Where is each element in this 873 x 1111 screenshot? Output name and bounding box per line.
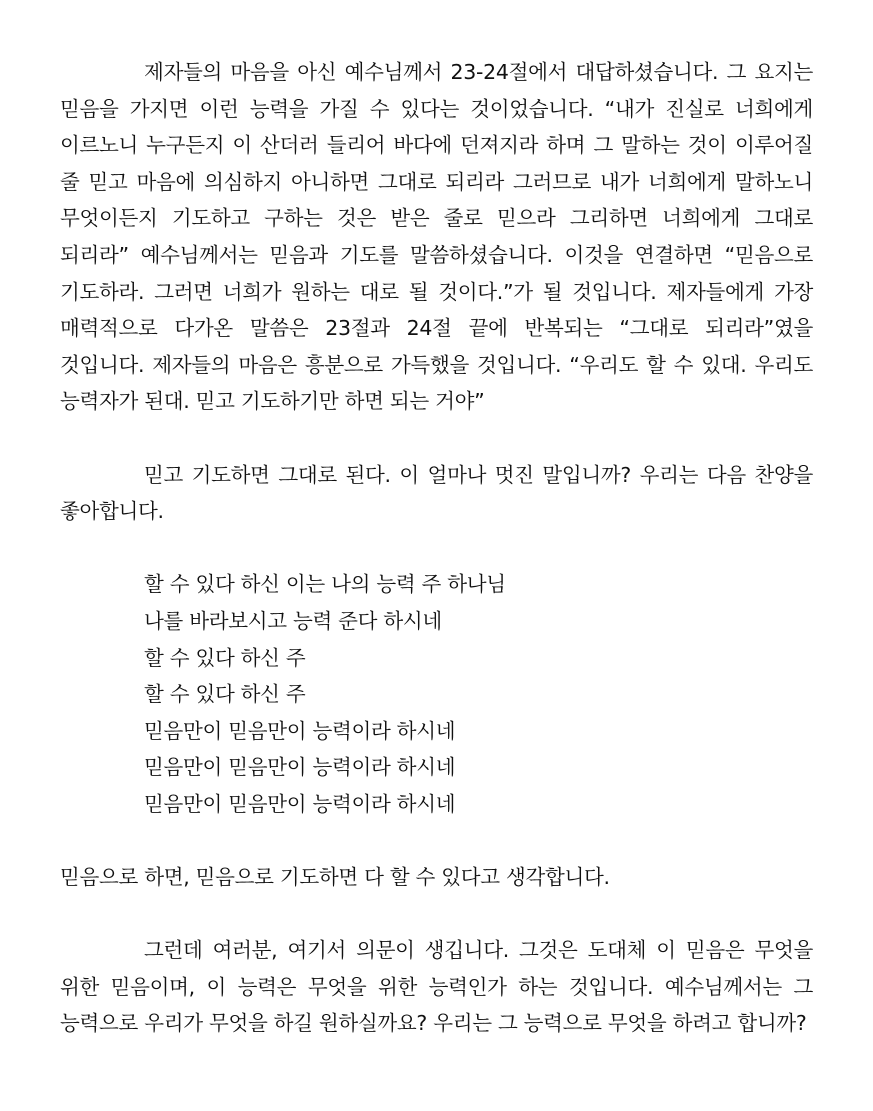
- verse-line: 나를 바라보시고 능력 준다 하시네: [144, 608, 442, 633]
- paragraph-wonderful-words: 믿고 기도하면 그대로 된다. 이 얼마나 멋진 말입니까? 우리는 다음 찬양을 좋아합니다.: [60, 462, 813, 524]
- verse-line: 할 수 있다 하신 주: [144, 682, 306, 707]
- hymn-verse: [60, 566, 813, 822]
- verse-line: 믿음만이 믿음만이 능력이라 하시네: [144, 755, 456, 780]
- paragraph-gap: [60, 420, 813, 457]
- verse-line: 믿음만이 믿음만이 능력이라 하시네: [144, 718, 456, 743]
- paragraph-faith-prayer: 믿음으로 하면, 믿음으로 기도하면 다 할 수 있다고 생각합니다.: [60, 865, 610, 890]
- paragraph-question: 그런데 여러분, 여기서 의문이 생깁니다. 그것은 도대체 이 믿음은 무엇을 위한 믿음이며, 이 능력은 무엇을 위한 능력인가 하는 것입니다. 예수님께서는 그 능력으로 우리가 무엇을 하길 원하실까요? 우리는 그 능력으로 무엇을 하려고 합니까?: [60, 938, 813, 1036]
- verse-line: 할 수 있다 하신 주: [144, 645, 306, 670]
- paragraph-gap: [60, 530, 813, 567]
- paragraph-gap: [60, 896, 813, 933]
- verse-line: 믿음만이 믿음만이 능력이라 하시네: [144, 791, 456, 816]
- paragraph-gap: [60, 822, 813, 859]
- paragraph-disciples-faith: 제자들의 마음을 아신 예수님께서 23-24절에서 대답하셨습니다. 그 요지는 믿음을 가지면 이런 능력을 가질 수 있다는 것이었습니다. “내가 진실로 너희에게 이르노니 누구든지 이 산더러 들리어 바다에 던져지라 하며 그 말하는 것이 이루어질 줄 믿고 마음에 의심하지 아니하면 그대로 되리라 그러므로 내가 너희에게 말하노니 무엇이든지 기도하고 구하는 것은 받은 줄로 믿으라 그리하면 너희에게 그대로 되리라” 예수님께서는 믿음과 기도를 말씀하셨습니다. 이것을 연결하면 “믿음으로 기도하라. 그러면 너희가 원하는 대로 될 것이다.”가 될 것입니다. 제자들에게 가장 매력적으로 다가온 말씀은 23절과 24절 끝에 반복되는 “그대로 되리라”였을 것입니다. 제자들의 마음은 흥분으로 가득했을 것입니다. “우리도 할 수 있대. 우리도 능력자가 된대. 믿고 기도하기만 하면 되는 거야”: [60, 60, 813, 414]
- verse-line: 할 수 있다 하신 이는 나의 능력 주 하나님: [144, 572, 506, 597]
